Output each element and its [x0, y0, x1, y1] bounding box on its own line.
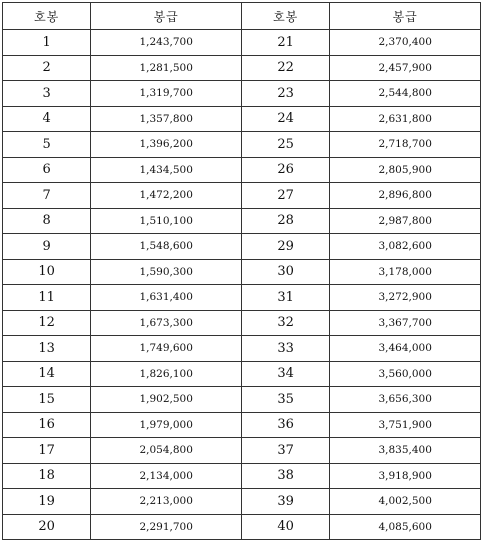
step-cell: 26 [241, 157, 329, 183]
step-cell: 39 [241, 489, 329, 515]
table-row [3, 387, 481, 413]
pay-cell: 1,434,500 [91, 157, 242, 183]
pay-cell: 3,367,700 [330, 310, 481, 336]
pay-cell: 1,826,100 [91, 361, 242, 387]
pay-cell: 2,631,800 [330, 106, 481, 132]
step-cell: 9 [3, 234, 91, 260]
step-cell: 32 [241, 310, 329, 336]
table-row [3, 106, 481, 132]
pay-cell: 1,357,800 [91, 106, 242, 132]
step-cell: 1 [3, 30, 91, 56]
step-cell: 14 [3, 361, 91, 387]
pay-cell: 2,896,800 [330, 183, 481, 209]
pay-cell: 3,272,900 [330, 285, 481, 311]
table-row [3, 183, 481, 209]
step-cell: 12 [3, 310, 91, 336]
table-row [3, 412, 481, 438]
step-cell: 22 [241, 55, 329, 81]
pay-cell: 2,213,000 [91, 489, 242, 515]
step-cell: 36 [241, 412, 329, 438]
step-cell: 23 [241, 81, 329, 107]
step-cell: 24 [241, 106, 329, 132]
step-cell: 33 [241, 336, 329, 362]
step-cell: 30 [241, 259, 329, 285]
pay-cell: 1,631,400 [91, 285, 242, 311]
pay-cell: 4,085,600 [330, 514, 481, 540]
pay-cell: 2,987,800 [330, 208, 481, 234]
step-cell: 2 [3, 55, 91, 81]
pay-cell: 3,751,900 [330, 412, 481, 438]
table-row [3, 514, 481, 540]
step-cell: 13 [3, 336, 91, 362]
pay-cell: 2,291,700 [91, 514, 242, 540]
salary-step-table [2, 2, 481, 540]
step-cell: 38 [241, 463, 329, 489]
pay-cell: 3,464,000 [330, 336, 481, 362]
step-cell: 18 [3, 463, 91, 489]
pay-cell: 2,544,800 [330, 81, 481, 107]
step-cell: 16 [3, 412, 91, 438]
pay-cell: 3,918,900 [330, 463, 481, 489]
step-cell: 34 [241, 361, 329, 387]
step-cell: 37 [241, 438, 329, 464]
step-cell: 4 [3, 106, 91, 132]
step-cell: 3 [3, 81, 91, 107]
table-row [3, 489, 481, 515]
pay-cell: 2,457,900 [330, 55, 481, 81]
pay-cell: 1,902,500 [91, 387, 242, 413]
step-cell: 20 [3, 514, 91, 540]
pay-cell: 3,082,600 [330, 234, 481, 260]
step-cell: 21 [241, 30, 329, 56]
table-row [3, 336, 481, 362]
pay-cell: 3,560,000 [330, 361, 481, 387]
pay-cell: 1,281,500 [91, 55, 242, 81]
step-cell: 40 [241, 514, 329, 540]
pay-cell: 1,472,200 [91, 183, 242, 209]
step-cell: 11 [3, 285, 91, 311]
table-header [3, 3, 481, 30]
pay-cell: 4,002,500 [330, 489, 481, 515]
header-step-right: 호봉 [241, 3, 329, 30]
table-row [3, 310, 481, 336]
header-row [3, 3, 481, 30]
header-step-left: 호봉 [3, 3, 91, 30]
step-cell: 29 [241, 234, 329, 260]
pay-cell: 3,835,400 [330, 438, 481, 464]
table-row [3, 463, 481, 489]
table-row [3, 81, 481, 107]
table-row [3, 132, 481, 158]
step-cell: 5 [3, 132, 91, 158]
pay-cell: 1,510,100 [91, 208, 242, 234]
table-row [3, 285, 481, 311]
pay-cell: 1,979,000 [91, 412, 242, 438]
table-row [3, 30, 481, 56]
pay-cell: 1,319,700 [91, 81, 242, 107]
table-row [3, 259, 481, 285]
step-cell: 35 [241, 387, 329, 413]
pay-cell: 3,656,300 [330, 387, 481, 413]
pay-cell: 2,054,800 [91, 438, 242, 464]
pay-cell: 1,590,300 [91, 259, 242, 285]
pay-cell: 2,370,400 [330, 30, 481, 56]
pay-cell: 1,749,600 [91, 336, 242, 362]
step-cell: 31 [241, 285, 329, 311]
table-body [3, 30, 481, 540]
step-cell: 17 [3, 438, 91, 464]
step-cell: 25 [241, 132, 329, 158]
table-row [3, 361, 481, 387]
step-cell: 6 [3, 157, 91, 183]
pay-cell: 1,548,600 [91, 234, 242, 260]
pay-cell: 2,134,000 [91, 463, 242, 489]
step-cell: 8 [3, 208, 91, 234]
pay-cell: 3,178,000 [330, 259, 481, 285]
step-cell: 28 [241, 208, 329, 234]
pay-cell: 1,396,200 [91, 132, 242, 158]
step-cell: 15 [3, 387, 91, 413]
table-row [3, 438, 481, 464]
pay-cell: 2,805,900 [330, 157, 481, 183]
table-row [3, 208, 481, 234]
step-cell: 7 [3, 183, 91, 209]
header-pay-right: 봉급 [330, 3, 481, 30]
step-cell: 10 [3, 259, 91, 285]
table-row [3, 55, 481, 81]
step-cell: 27 [241, 183, 329, 209]
table-row [3, 157, 481, 183]
pay-cell: 1,673,300 [91, 310, 242, 336]
table-row [3, 234, 481, 260]
step-cell: 19 [3, 489, 91, 515]
header-pay-left: 봉급 [91, 3, 242, 30]
pay-cell: 2,718,700 [330, 132, 481, 158]
pay-cell: 1,243,700 [91, 30, 242, 56]
